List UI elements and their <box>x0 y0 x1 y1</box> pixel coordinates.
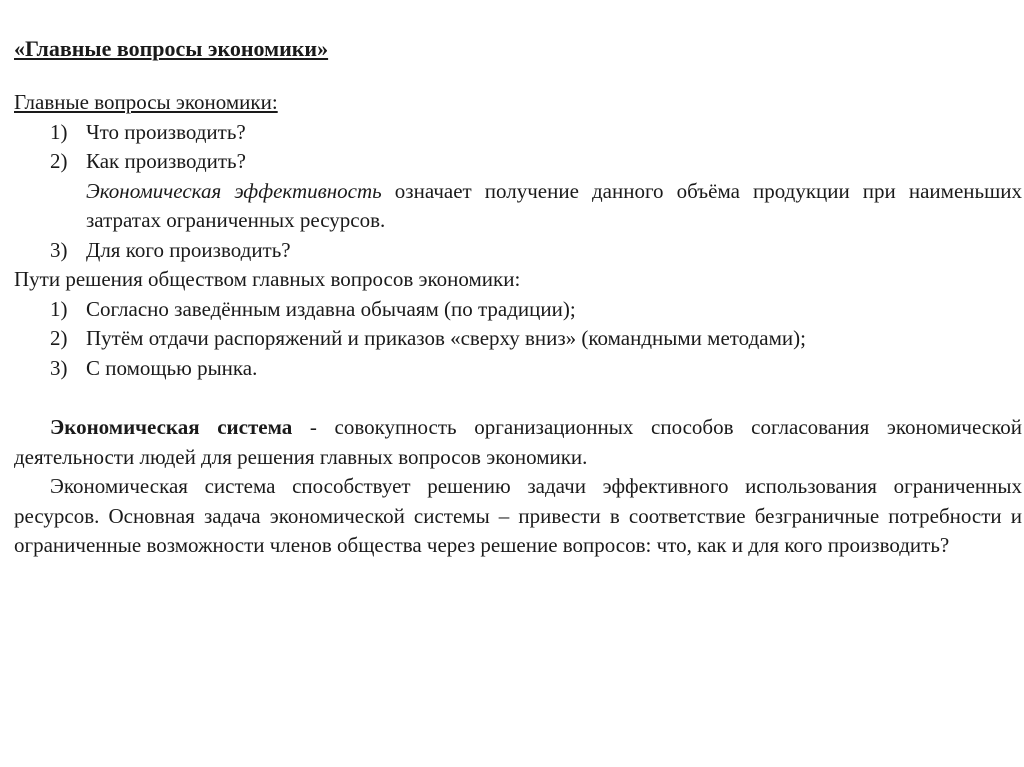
list-number: 2) <box>50 326 68 350</box>
system-paragraph: Экономическая система способствует решению задачи эффективного использования ограниченных ресурсов. Основная задача экономической системы – привести в соответствие безграничные потребности и ограниченные возможности членов общества через решение вопросов: что, как и для кого производить? <box>14 474 1022 557</box>
efficiency-text: означает получение данного объёма продукции при наименьших затратах ограниченных ресурсов. <box>86 178 1022 232</box>
list-item-text: Что производить? <box>86 119 246 144</box>
list-item <box>14 324 1022 354</box>
list-item <box>14 295 1022 325</box>
spacer <box>14 383 1022 413</box>
list-item-text: Согласно заведённым издавна обычаям (по традиции); <box>86 296 576 321</box>
questions-list <box>14 118 1022 177</box>
list-item-text: Как производить? <box>86 149 246 173</box>
list-number: 1) <box>50 296 68 321</box>
system-definition <box>14 413 1022 472</box>
list-item <box>14 236 1022 266</box>
list-item-text: Путём отдачи распоряжений и приказов «сверху вниз» (командными методами); <box>86 326 806 350</box>
list-number: 1) <box>50 119 68 144</box>
questions-list-continued <box>14 236 1022 266</box>
efficiency-term: Экономическая эффективность <box>86 178 382 203</box>
system-term: Экономическая система <box>50 415 293 439</box>
solutions-heading: Пути решения обществом главных вопросов экономики: <box>14 267 521 291</box>
document-page <box>14 36 1022 561</box>
list-item <box>14 147 1022 177</box>
document-title: «Главные вопросы экономики» <box>14 36 329 61</box>
list-item-text: Для кого производить? <box>86 237 291 262</box>
list-number: 3) <box>50 355 68 380</box>
list-item <box>14 354 1022 384</box>
questions-heading: Главные вопросы экономики: <box>14 90 278 114</box>
list-item <box>14 118 1022 148</box>
system-definition-text: - совокупность организационных способов согласования экономической деятельности людей для решения главных вопросов экономики. <box>14 415 1023 469</box>
solutions-list <box>14 295 1022 384</box>
list-item-text: С помощью рынка. <box>86 355 258 380</box>
efficiency-definition <box>14 177 1022 236</box>
list-number: 3) <box>50 237 68 262</box>
list-number: 2) <box>50 149 68 173</box>
